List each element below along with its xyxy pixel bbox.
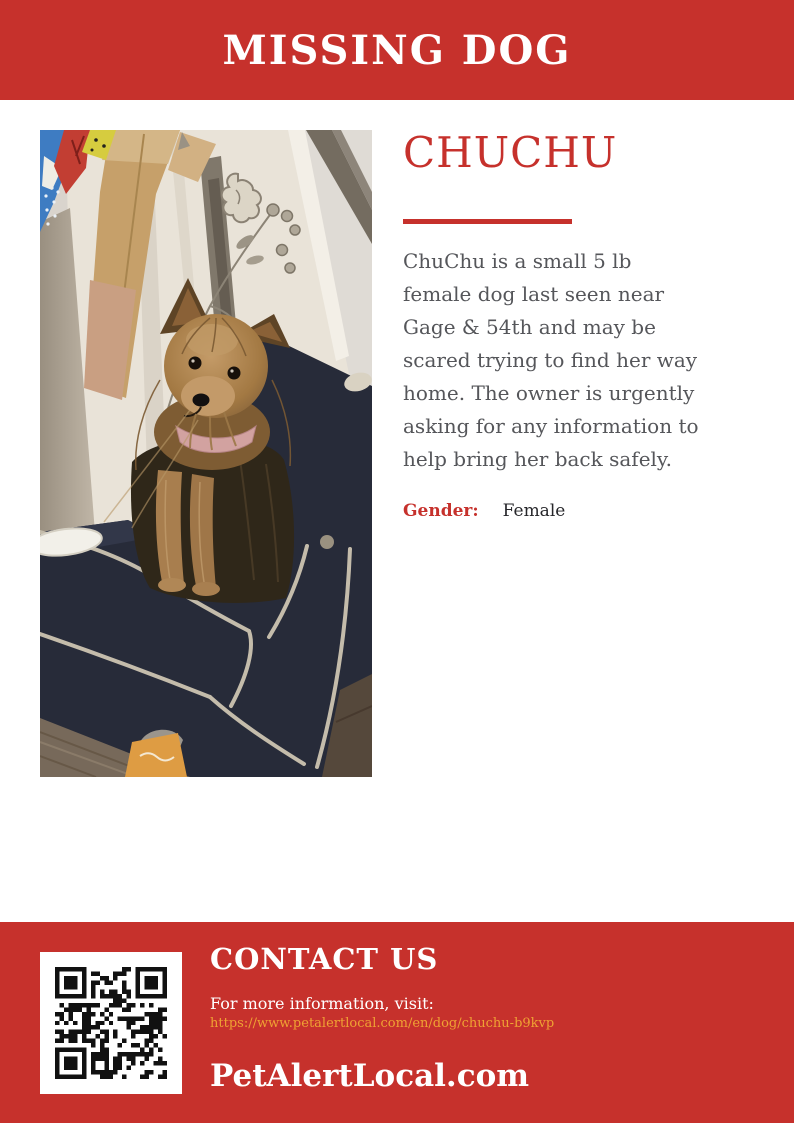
pet-name: CHUCHU bbox=[403, 128, 618, 177]
accent-divider bbox=[403, 219, 572, 224]
gender-label: Gender: bbox=[403, 501, 479, 521]
contact-info-line: For more information, visit: bbox=[210, 994, 434, 1013]
gender-value: Female bbox=[502, 501, 566, 521]
gender-row bbox=[403, 501, 703, 521]
qr-code-icon bbox=[40, 952, 182, 1094]
poster-header bbox=[0, 0, 794, 100]
poster-footer bbox=[0, 922, 794, 1123]
pet-description: ChuChu is a small 5 lb female dog last seen near Gage & 54th and may be scared trying to find her way home. The owner is urgently asking for any information to help bring her back safely. bbox=[403, 249, 699, 471]
site-name: PetAlertLocal.com bbox=[210, 1058, 530, 1094]
contact-heading: CONTACT US bbox=[210, 942, 439, 976]
pet-page-link[interactable]: https://www.petalertlocal.com/en/dog/chuchu-b9kvp bbox=[210, 1016, 555, 1031]
poster-title: MISSING DOG bbox=[222, 26, 572, 74]
dog-photo bbox=[40, 130, 372, 777]
pet-details bbox=[403, 128, 703, 521]
